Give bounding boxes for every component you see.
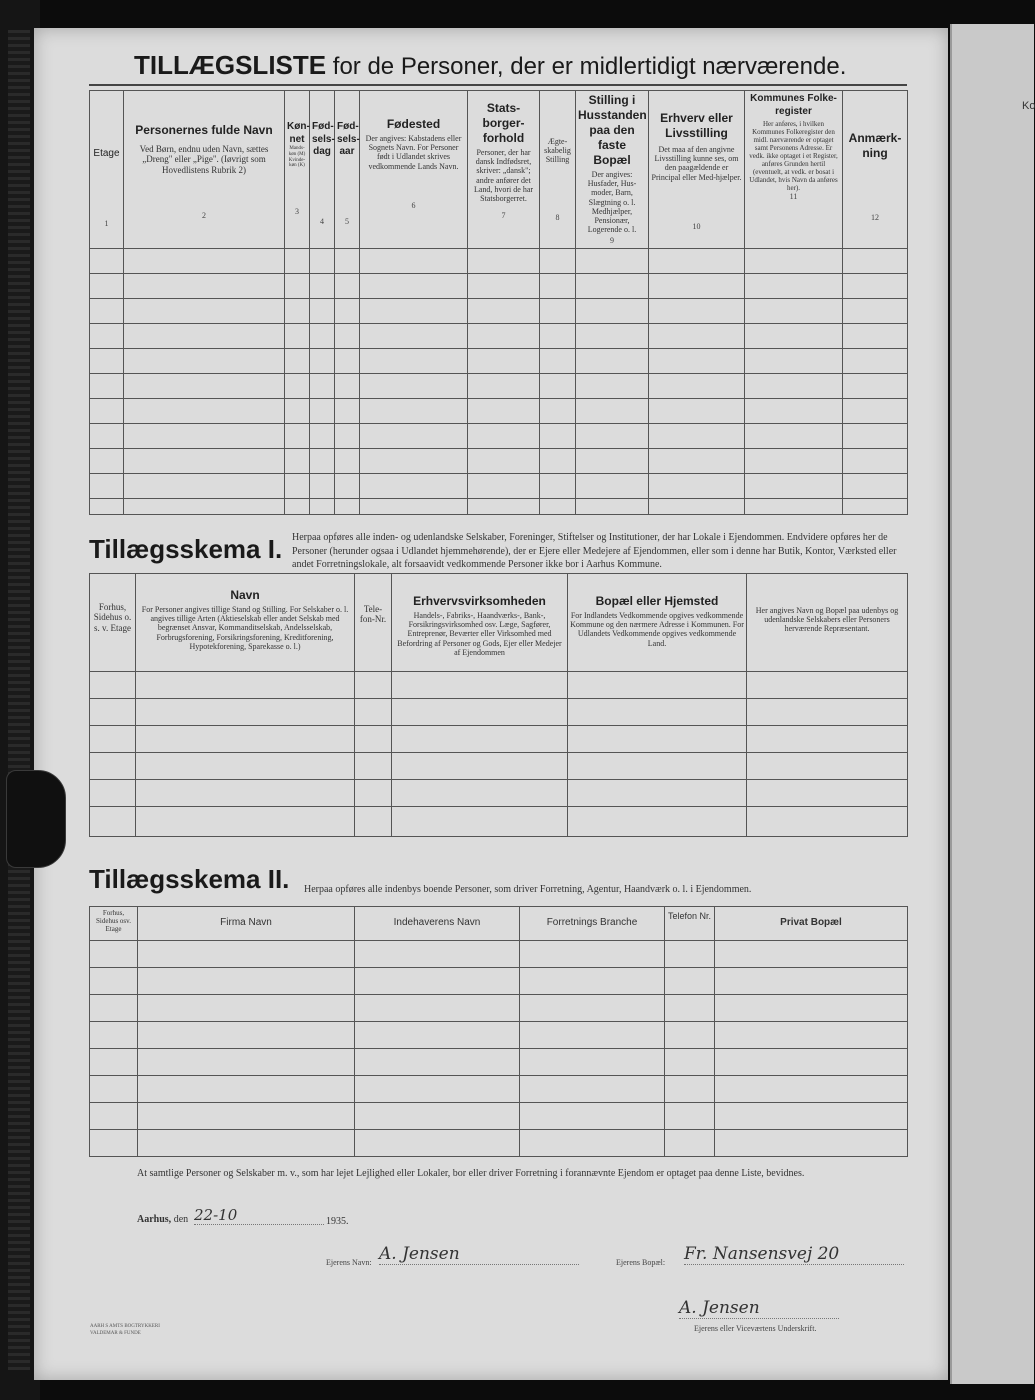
title-rest: for de Personer, der er midlertidigt nærværende.	[332, 53, 847, 80]
skema1-description: Herpaa opføres alle inden- og udenlandske Selskaber, Foreninger, Stiftelser og Institutioner, der har Lokale i Ejendommen. Endvidere opføres her de Personer (herunder ogsaa i Udlandet hjemmehørende), der er Ejere eller Medejere af Ejendommen, eller som i denne har Butik, Kontor, Værksted eller andet Forretningslokale, alt forsaavidt vedkommende Personer ikke bor i Aarhus Kommune.	[292, 532, 897, 570]
title-bold: TILLÆGSLISTE	[134, 50, 327, 80]
table-row	[90, 1076, 908, 1103]
owner-name-label: Ejerens Navn:	[326, 1258, 372, 1267]
binder-clip	[6, 770, 66, 868]
col-head-2: Personernes fulde Navn Ved Børn, endnu uden Navn, sættes „Dreng" eller „Pige". (Iøvrigt som Hovedlistens Rubrik 2) 2	[124, 91, 285, 249]
table-row	[90, 298, 908, 323]
skema1-col-head-1: Forhus, Sidehus o. s. v. Etage	[90, 574, 136, 672]
table-row	[90, 273, 908, 298]
skema2-col-head-3: Indehaverens Navn	[355, 907, 520, 941]
skema2-description: Herpaa opføres alle indenbys boende Personer, som driver Forretning, Agentur, Haandværk o. l. i Ejendommen.	[304, 884, 752, 895]
table-row	[90, 726, 908, 753]
table-row	[90, 398, 908, 423]
table-row	[90, 1049, 908, 1076]
table-row	[90, 780, 908, 807]
signature-label: Ejerens eller Viceværtens Underskrift.	[694, 1324, 817, 1333]
table-row	[90, 699, 908, 726]
table-row	[90, 448, 908, 473]
title-rule	[89, 84, 907, 86]
skema1-title: Tillægsskema I.	[89, 534, 283, 564]
skema2-col-head-6: Privat Bopæl	[715, 907, 908, 941]
col-head-5: Fød-sels-aar 5	[335, 91, 360, 249]
year-label: 1935.	[326, 1216, 349, 1227]
table-row	[90, 807, 908, 837]
skema1-col-head-5: Bopæl eller Hjemsted For Indlandets Vedkommende opgives vedkommende Kommune og den nærmere Adresse i Kommunen. For Udlandets Vedkommende opgives vedkommende Land.	[568, 574, 747, 672]
list-header-row	[90, 91, 908, 249]
table-row	[90, 323, 908, 348]
owner-address-label: Ejerens Bopæl:	[616, 1258, 666, 1267]
skema2-col-head-1: Forhus, Sidehus osv. Etage	[90, 907, 138, 941]
col-head-10: Erhverv eller Livsstilling Det maa af den angivne Livsstilling kunne ses, om den paagældende er Principal eller Med-hjælper. 10	[649, 91, 745, 249]
col-head-6: Fødested Der angives: Kabstadens eller Sognets Navn. For Personer født i Udlandet skrives vedkommende Lands Navn. 6	[360, 91, 468, 249]
skema1-header-row	[90, 574, 908, 672]
skema1-table	[89, 573, 908, 837]
binding-edge	[8, 30, 30, 1370]
skema2-col-head-5: Telefon Nr.	[665, 907, 715, 941]
owner-address-handwritten: Fr. Nansensvej 20	[684, 1244, 904, 1265]
skema1-col-head-6: Her angives Navn og Bopæl paa udenbys og udenlandske Selskabers eller Personers herværende Repræsentant.	[747, 574, 908, 672]
col-head-1: Etage 1	[90, 91, 124, 249]
table-row	[90, 1130, 908, 1157]
den-label: den	[173, 1214, 189, 1225]
skema2-title: Tillægsskema II.	[89, 864, 290, 894]
skema2-col-head-4: Forretnings Branche	[520, 907, 665, 941]
skema1-col-head-3: Tele-fon-Nr.	[355, 574, 392, 672]
certification-text: At samtlige Personer og Selskaber m. v., som har lejet Lejlighed eller Lokaler, bor eller driver Forretning i forannævnte Ejendom er optaget paa denne Liste, bevidnes.	[137, 1168, 805, 1179]
col-head-8: Ægte-skabelig Stilling 8	[540, 91, 576, 249]
col-head-12: Anmærk-ning 12	[843, 91, 908, 249]
table-row	[90, 753, 908, 780]
col-head-4: Fød-sels-dag 4	[310, 91, 335, 249]
page-title	[134, 50, 846, 81]
table-row	[90, 672, 908, 699]
col-head-7: Stats-borger-forhold Personer, der har dansk Indfødsret, skriver: „dansk"; andre anfører det Land, hvori de har Statsborgerret. 7	[468, 91, 540, 249]
col-head-3: Køn-net Mands-køn (M) Kvinde-køn (K) 3	[285, 91, 310, 249]
table-row	[90, 498, 908, 514]
col-head-9: Stilling i Husstanden paa den faste Bopæl Der angives: Husfader, Hus-moder, Barn, Slægtning o. l. Medhjælper, Pensionær, Logerende o. l. 9	[576, 91, 649, 249]
table-row	[90, 473, 908, 498]
skema1-col-head-4: Erhvervsvirksomheden Handels-, Fabriks-, Haandværks-, Bank-, Forsikringsvirksomhed osv. Læge, Sagfører, Entreprenør, Beværter eller Virksomhed med Befordring af Personer og Gods, Ejer eller Medejer af Ejendommen	[392, 574, 568, 672]
table-row	[90, 348, 908, 373]
skema2-table	[89, 906, 908, 1157]
col-head-11: Kommunes Folke-register Her anføres, i hvilken Kommunes Folkeregister den midl. nærværende er optaget samt Personens Adresse. Er vedk. ikke optaget i et Register, anføres Grunden hertil (eventuelt, at vedk. er bosat i Udlandet, hvis Navn da anføres her). 11	[745, 91, 843, 249]
table-row	[90, 941, 908, 968]
skema2-header-row	[90, 907, 908, 941]
skema2-col-head-2: Firma Navn	[138, 907, 355, 941]
next-page-text: Ko	[1022, 100, 1035, 112]
table-row	[90, 1022, 908, 1049]
supplement-list-table	[89, 90, 908, 515]
skema1-col-head-2: Navn For Personer angives tillige Stand og Stilling. For Selskaber o. l. angives tillige Arten (Aktieselskab eller andet Selskab med begrænset Ansvar, Kommanditselskab, Andelsselskab, Forbrugsforening, Forsikringsforening, Kreditforening, Hypotekforening, Sparekasse o. l.)	[136, 574, 355, 672]
printer-stamp: AARH S AMTS BOGTRYKKERI VALDEMAR & FUNDE	[90, 1324, 160, 1336]
table-row	[90, 423, 908, 448]
table-row	[90, 248, 908, 273]
owner-name-handwritten: A. Jensen	[379, 1244, 579, 1265]
table-row	[90, 968, 908, 995]
table-row	[90, 995, 908, 1022]
document-page	[34, 28, 948, 1380]
date-handwritten: 22-10	[194, 1206, 324, 1225]
signature-handwritten: A. Jensen	[679, 1298, 839, 1319]
date-line	[137, 1214, 188, 1225]
next-page-edge	[950, 24, 1034, 1384]
place-label: Aarhus,	[137, 1214, 172, 1225]
table-row	[90, 373, 908, 398]
table-row	[90, 1103, 908, 1130]
